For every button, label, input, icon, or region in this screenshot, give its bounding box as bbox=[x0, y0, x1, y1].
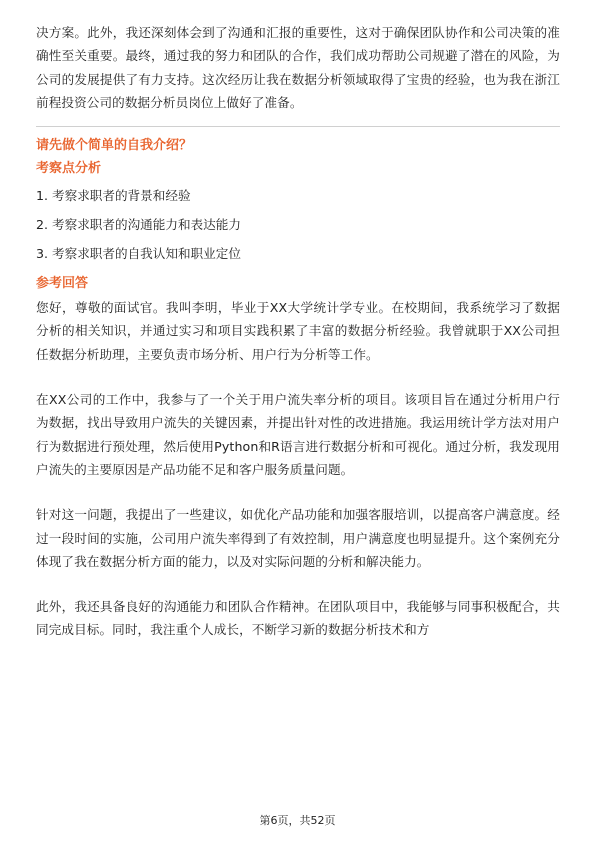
question-heading: 请先做个简单的自我介绍？ bbox=[36, 138, 193, 154]
answer-paragraph: 此外，我还具备良好的沟通能力和团队合作精神。在团队项目中，我能够与同事积极配合，共同完成目标。同时，我注重个人成长，不断学习新的数据分析技术和方 bbox=[36, 599, 560, 638]
answer-label: 参考回答 bbox=[36, 276, 89, 292]
analysis-list bbox=[36, 181, 560, 268]
list-item: 1. 考察求职者的背景和经验 bbox=[36, 188, 191, 204]
answer-paragraph: 针对这一问题，我提出了一些建议，如优化产品功能和加强客服培训，以提高客户满意度。经过一段时间的实施，公司用户流失率得到了有效控制，用户满意度也明显提升。这个案例充分体现了我在数据分析方面的能力，以及对实际问题的分析和解决能力。 bbox=[36, 507, 560, 569]
analysis-label: 考察点分析 bbox=[36, 161, 102, 177]
page-number-footer: 第6页，共52页 bbox=[259, 814, 336, 827]
answer-paragraph: 在XX公司的工作中，我参与了一个关于用户流失率分析的项目。该项目旨在通过分析用户行为数据，找出导致用户流失的关键因素，并提出针对性的改进措施。我运用统计学方法对用户行为数据进行预处理，然后使用Python和R语言进行数据分析和可视化。通过分析，我发现用户流失的主要原因是产品功能不足和客户服务质量问题。 bbox=[36, 392, 560, 477]
intro-paragraph: 决方案。此外，我还深刻体会到了沟通和汇报的重要性，这对于确保团队协作和公司决策的准确性至关重要。最终，通过我的努力和团队的合作，我们成功帮助公司规避了潜在的风险，为公司的发展提供了有力支持。这次经历让我在数据分析领域取得了宝贵的经验，也为我在浙江前程投资公司的数据分析员岗位上做好了准备。 bbox=[36, 25, 560, 110]
page-content bbox=[36, 21, 560, 642]
answer-paragraph: 您好，尊敬的面试官。我叫李明，毕业于XX大学统计学专业。在校期间，我系统学习了数据分析的相关知识，并通过实习和项目实践积累了丰富的数据分析经验。我曾就职于XX公司担任数据分析助理，主要负责市场分析、用户行为分析等工作。 bbox=[36, 300, 560, 362]
list-item: 3. 考察求职者的自我认知和职业定位 bbox=[36, 246, 241, 262]
section-divider bbox=[36, 126, 560, 127]
list-item: 2. 考察求职者的沟通能力和表达能力 bbox=[36, 217, 241, 233]
